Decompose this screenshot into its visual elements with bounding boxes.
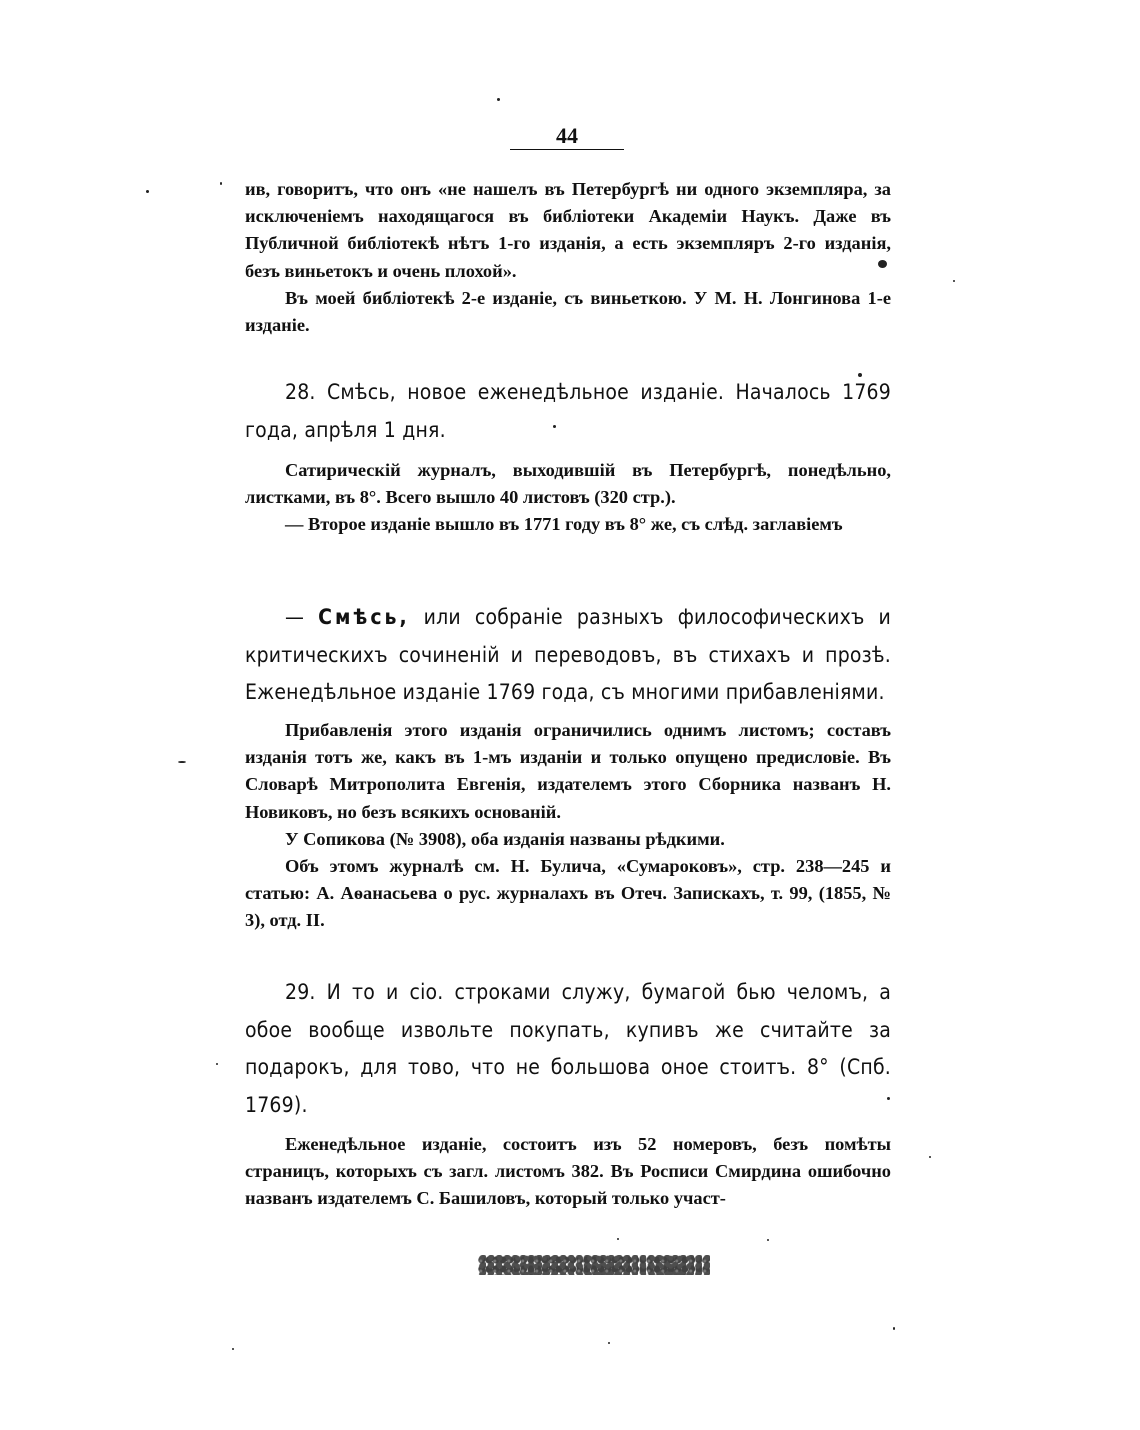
entry-29-notes	[245, 1131, 891, 1213]
scan-speck	[216, 1063, 218, 1065]
entry-title: 28. Смѣсь, новое еженедѣльное изданіе. Началось 1769 года, апрѣля 1 дня.	[245, 380, 891, 442]
scan-speck	[497, 98, 500, 101]
scan-speck	[232, 1348, 234, 1350]
paragraph: У Сопикова (№ 3908), оба изданія названы рѣдкими.	[285, 828, 725, 849]
dash: —	[285, 605, 319, 629]
scan-speck	[178, 761, 186, 763]
paragraph: Объ этомъ журналѣ см. Н. Булича, «Сумароковъ», стр. 238—245 и статью: А. Аѳанасьева о рус. журналахъ въ Отеч. Запискахъ, т. 99, (1855, № 3), отд. II.	[245, 856, 891, 931]
title-keyword: Смѣсь,	[318, 605, 410, 629]
paragraph: Въ моей библіотекѣ 2-е изданіе, съ виньеткою. У М. Н. Лонгинова 1-е изданіе.	[245, 287, 891, 336]
scan-speck	[887, 1097, 890, 1100]
scan-speck	[617, 1238, 619, 1240]
paragraph: Еженедѣльное изданіе, состоитъ изъ 52 номеровъ, безъ помѣты страницъ, которыхъ съ загл. листомъ 382. Въ Росписи Смирдина ошибочно названъ издателемъ С. Башиловъ, который только участ-	[245, 1134, 891, 1209]
scan-speck	[553, 425, 556, 428]
scan-speck	[146, 190, 149, 193]
scan-speck	[878, 260, 887, 268]
scan-speck	[953, 280, 955, 282]
scan-speck	[220, 182, 222, 185]
scan-speck	[767, 1239, 769, 1241]
entry-title: 29. И то и сіо. строками служу, бумагой бью челомъ, а обое вообще извольте покупать, купивъ же считайте за подарокъ, для тово, что не большова оное стоитъ. 8° (Спб. 1769).	[245, 980, 891, 1117]
title-rest: или собраніе разныхъ философическихъ и критическихъ сочиненій и переводовъ, въ стихахъ и прозѣ. Еженедѣльное изданіе 1769 года, съ многими прибавленіями.	[245, 605, 892, 704]
entry-subtitle	[245, 599, 891, 712]
paragraph: — Второе изданіе вышло въ 1771 году въ 8° же, съ слѣд. заглавіемъ	[285, 514, 843, 535]
scan-smudge	[478, 1255, 710, 1275]
paragraph: Сатирическій журналъ, выходившій въ Петербургѣ, понедѣльно, листками, въ 8°. Всего вышло 40 листовъ (320 стр.).	[245, 460, 891, 508]
entry-28-second-title	[245, 599, 891, 712]
scan-speck	[858, 373, 862, 377]
entry-28-heading	[245, 374, 891, 449]
scan-speck	[608, 1342, 610, 1344]
paragraph: Прибавленія этого изданія ограничились однимъ листомъ; составъ изданія тотъ же, какъ въ 1-мъ изданіи и только опущено предисловіе. Въ Словарѣ Митрополита Евгенія, издателемъ этого Сборника названъ Н. Новиковъ, но безъ всякихъ основаній.	[245, 720, 891, 822]
scan-speck	[893, 1327, 895, 1330]
scan-speck	[929, 1156, 931, 1158]
entry-28-notes	[245, 457, 891, 539]
page-number-rule	[510, 149, 624, 150]
entry-28-details	[245, 717, 891, 935]
paragraph: ив, говоритъ, что онъ «не нашелъ въ Петербургѣ ни одного экземпляра, за исключеніемъ находящагося въ библіотеки Академіи Наукъ. Даже въ Публичной библіотекѣ нѣтъ 1-го изданія, а есть экземпляръ 2-го изданія, безъ виньетокъ и очень плохой».	[245, 179, 891, 281]
continuation-paragraph	[245, 176, 891, 339]
entry-29-heading	[245, 974, 891, 1124]
page-number: 44	[556, 123, 578, 148]
